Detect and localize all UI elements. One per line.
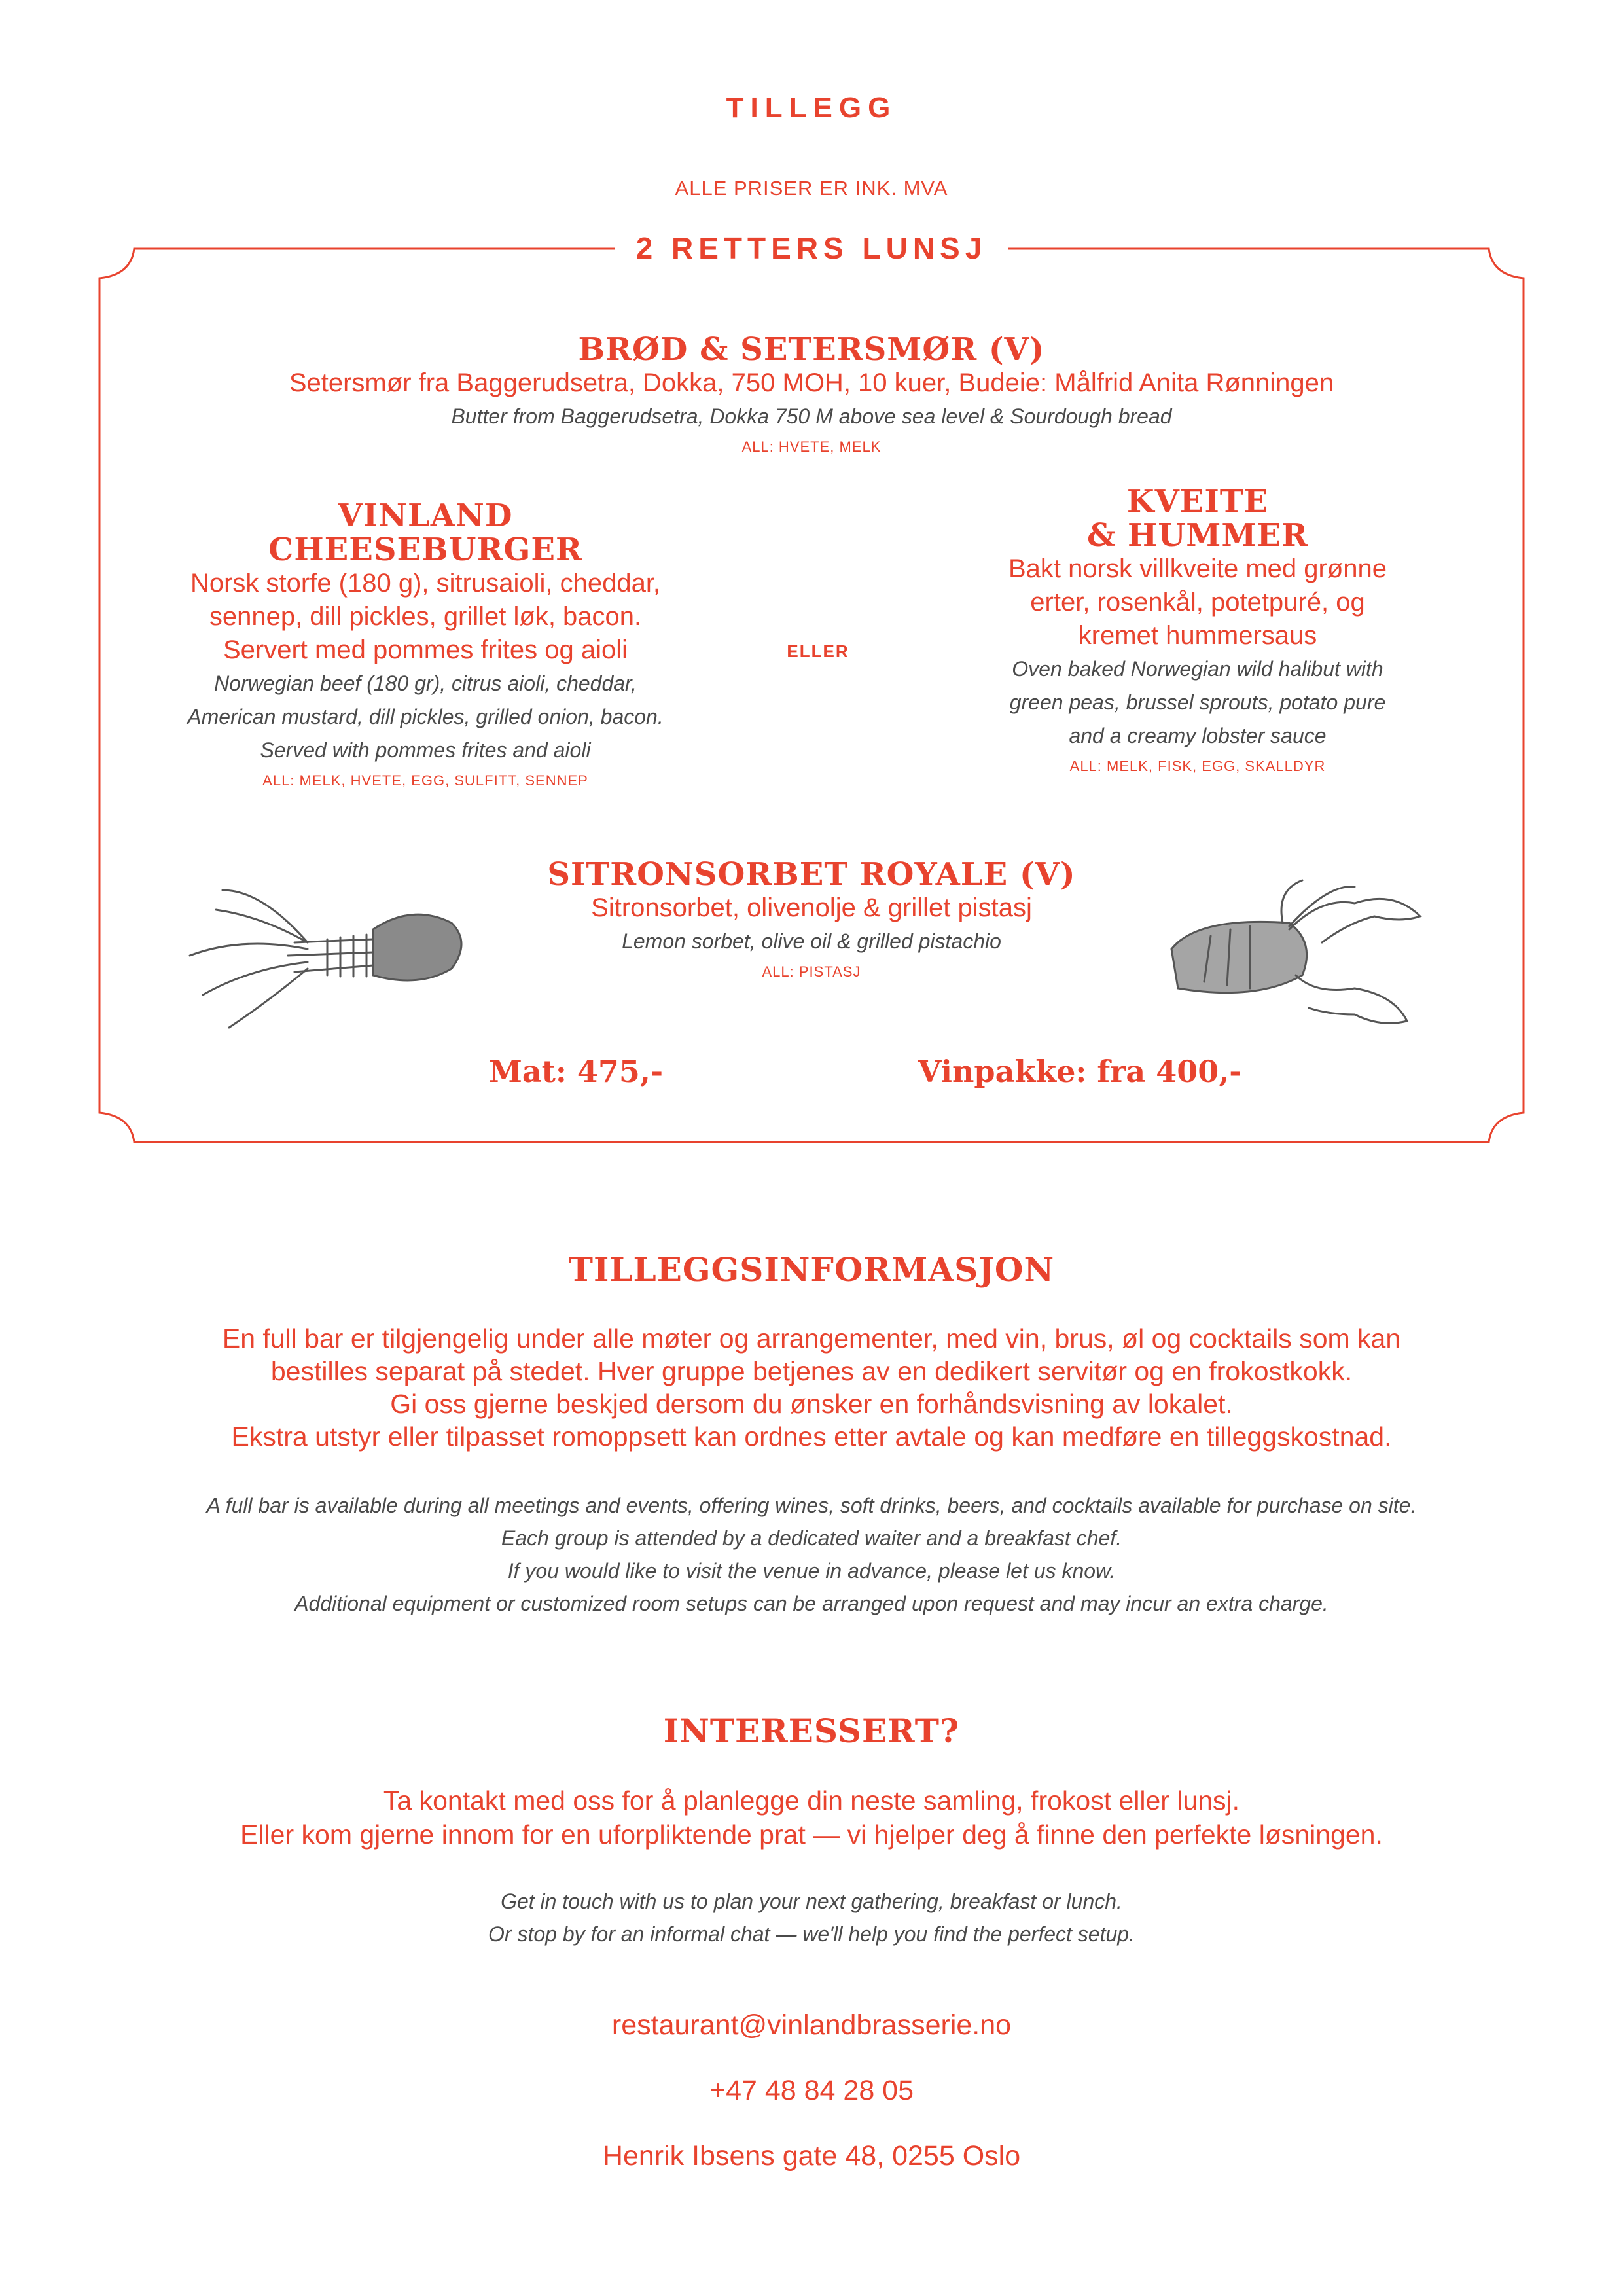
desc-line: Norsk storfe (180 g), sitrusaioli, cheddar, [190,569,661,598]
dish-sorbet-allergens: ALL: PISTASJ [762,963,861,980]
dish-halibut [903,484,1492,775]
page-title: TILLEGG [726,92,897,124]
interest-line: Eller kom gjerne innom for en uforpliktende prat — vi hjelper deg å finne den perfekte løsningen. [240,1820,1383,1850]
dish-halibut-desc-no [903,552,1492,653]
info-line: Gi oss gjerne beskjed dersom du ønsker en forhåndsvisning av lokalet. [390,1389,1233,1419]
desc-line: kremet hummersaus [1078,621,1317,650]
dish-bread-desc-en: Butter from Baggerudsetra, Dokka 750 M above sea level & Sourdough bread [451,404,1172,428]
dish-bread-desc-no: Setersmør fra Baggerudsetra, Dokka, 750 MOH, 10 kuer, Budeie: Målfrid Anita Rønningen [289,368,1334,397]
desc-line: sennep, dill pickles, grillet løk, bacon. [209,602,642,631]
dish-sorbet-desc-en: Lemon sorbet, olive oil & grilled pistachio [622,929,1001,953]
dish-bread [131,332,1492,456]
interest-text-no [65,1784,1558,1852]
dish-sorbet-name: SITRONSORBET ROYALE (V) [547,856,1076,893]
dish-burger-desc-en [118,667,733,767]
desc-line: green peas, brussel sprouts, potato pure [1009,691,1386,714]
interest-line: Get in touch with us to plan your next gathering, breakfast or lunch. [501,1890,1122,1913]
desc-line: and a creamy lobster sauce [1069,724,1327,747]
dish-burger [118,499,733,789]
dish-sorbet-desc-no: Sitronsorbet, olivenolje & grillet pistasj [591,893,1032,922]
interest-title: INTERESSERT? [663,1712,960,1750]
dish-burger-allergens: ALL: MELK, HVETE, EGG, SULFITT, SENNEP [262,772,588,789]
lunch-title: 2 RETTERS LUNSJ [615,230,1008,266]
info-line: A full bar is available during all meetings and events, offering wines, soft drinks, beers, and cocktails available for purchase on site. [206,1494,1417,1517]
info-line: Each group is attended by a dedicated waiter and a breakfast chef. [501,1526,1122,1550]
dish-halibut-desc-en [903,653,1492,753]
price-food: Mat: 475,- [488,1054,664,1089]
contact-phone-link[interactable]: +47 48 84 28 05 [709,2075,914,2106]
dish-burger-name-line2: CHEESEBURGER [268,531,582,568]
dish-burger-name-line1: VINLAND [338,497,513,534]
info-text-en [65,1489,1558,1620]
crayfish-icon [177,877,478,1034]
dish-halibut-name-line1: KVEITE [1126,483,1269,520]
vat-note: ALLE PRISER ER INK. MVA [675,177,948,200]
desc-line: Norwegian beef (180 gr), citrus aioli, cheddar, [214,672,637,695]
info-title: TILLEGGSINFORMASJON [568,1250,1055,1289]
price-wine: Vinpakke: fra 400,- [918,1054,1242,1089]
contact-email-link[interactable]: restaurant@vinlandbrasserie.no [611,2009,1012,2041]
dish-bread-allergens: ALL: HVETE, MELK [741,439,882,455]
info-line: If you would like to visit the venue in advance, please let us know. [507,1559,1116,1583]
info-line: En full bar er tilgjengelig under alle møter og arrangementer, med vin, brus, øl og cocktails som kan [222,1323,1401,1354]
desc-line: Bakt norsk villkveite med grønne [1008,554,1387,583]
info-line: Ekstra utstyr eller tilpasset romoppsett kan ordnes etter avtale og kan medføre en tilleggskostnad. [231,1422,1392,1452]
contact-address: Henrik Ibsens gate 48, 0255 Oslo [602,2140,1021,2172]
desc-line: American mustard, dill pickles, grilled onion, bacon. [187,705,664,728]
lobster-icon [1158,877,1433,1034]
interest-line: Or stop by for an informal chat — we'll help you find the perfect setup. [488,1922,1135,1946]
info-line: bestilles separat på stedet. Hver gruppe betjenes av en dedikert servitør og en frokostkokk. [270,1356,1353,1386]
dish-burger-desc-no [118,567,733,667]
dish-halibut-allergens: ALL: MELK, FISK, EGG, SKALLDYR [1069,758,1326,774]
dish-sorbet [458,857,1165,980]
interest-text-en [65,1885,1558,1950]
desc-line: Oven baked Norwegian wild halibut with [1012,657,1383,681]
dish-halibut-name-line2: & HUMMER [1087,517,1308,554]
desc-line: Servert med pommes frites og aioli [223,636,628,664]
interest-line: Ta kontakt med oss for å planlegge din neste samling, frokost eller lunsj. [383,1785,1240,1816]
info-text-no [65,1322,1558,1453]
info-line: Additional equipment or customized room setups can be arranged upon request and may incur an extra charge. [294,1592,1329,1615]
dish-bread-name: BRØD & SETERSMØR (V) [578,331,1045,368]
desc-line: Served with pommes frites and aioli [260,738,591,762]
desc-line: erter, rosenkål, potetpuré, og [1030,588,1365,617]
or-separator: ELLER [787,641,849,661]
